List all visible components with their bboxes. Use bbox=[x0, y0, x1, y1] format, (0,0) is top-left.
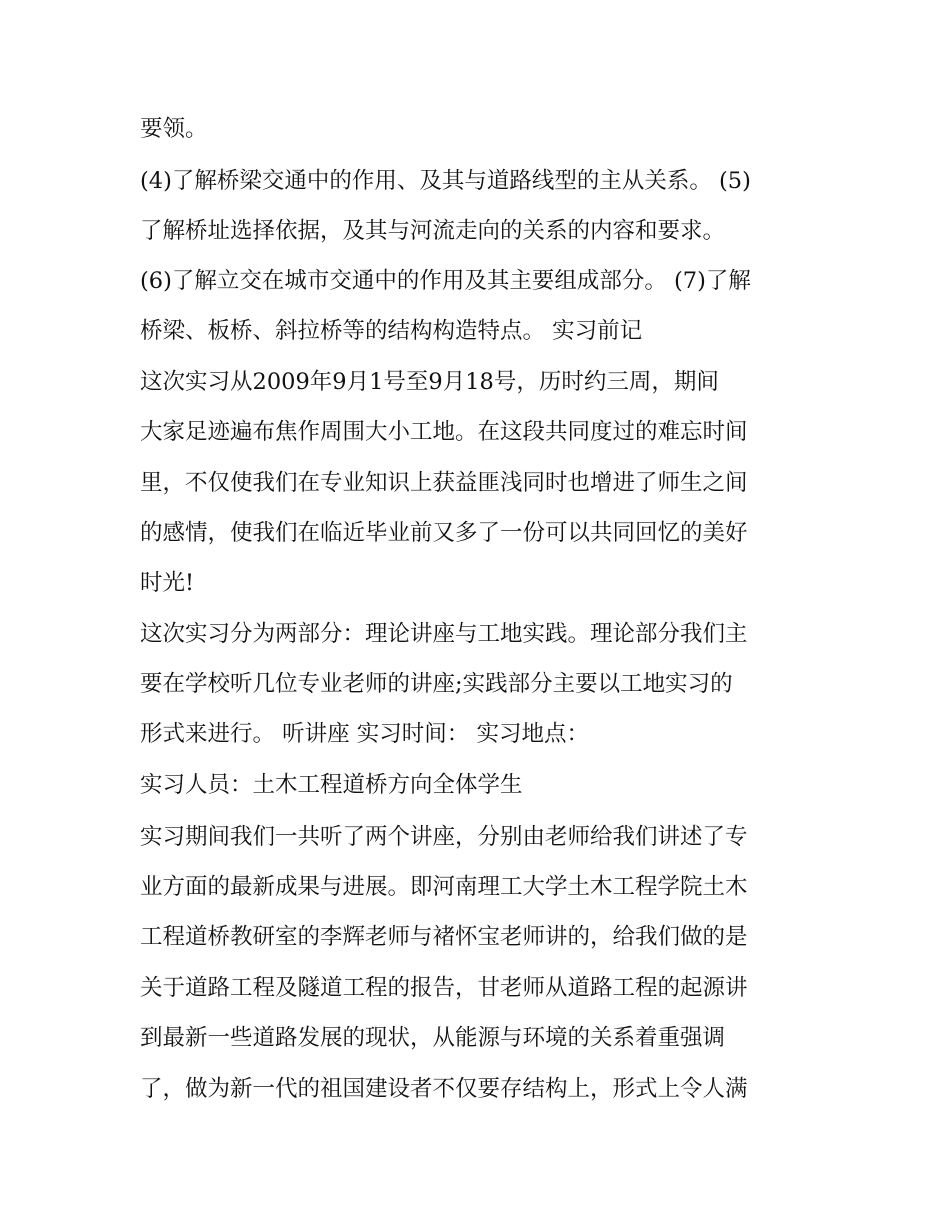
text-line: 时光! bbox=[140, 570, 195, 596]
text-line: 这次实习分为两部分：理论讲座与工地实践。理论部分我们主 bbox=[140, 621, 748, 647]
text-line: (6)了解立交在城市交通中的作用及其主要组成部分。 (7)了解 bbox=[140, 268, 751, 294]
text-line: 的感情，使我们在临近毕业前又多了一份可以共同回忆的美好 bbox=[140, 520, 748, 546]
text-line: (4)了解桥梁交通中的作用、及其与道路线型的主从关系。 (5) bbox=[140, 168, 751, 194]
text-line: 里，不仅使我们在专业知识上获益匪浅同时也增进了师生之间 bbox=[140, 470, 748, 496]
text-line: 业方面的最新成果与进展。即河南理工大学土木工程学院土木 bbox=[140, 874, 748, 900]
text-line: 关于道路工程及隧道工程的报告，甘老师从道路工程的起源讲 bbox=[140, 975, 748, 1001]
text-line: 要在学校听几位专业老师的讲座;实践部分主要以工地实习的 bbox=[140, 671, 733, 697]
text-line: 实习期间我们一共听了两个讲座，分别由老师给我们讲述了专 bbox=[140, 824, 748, 850]
text-line: 到最新一些道路发展的现状，从能源与环境的关系着重强调 bbox=[140, 1025, 726, 1051]
text-line: 了，做为新一代的祖国建设者不仅要存结构上，形式上令人满 bbox=[140, 1076, 748, 1102]
text-line: 实习人员：土木工程道桥方向全体学生 bbox=[140, 772, 523, 798]
text-line: 了解桥址选择依据，及其与河流走向的关系的内容和要求。 bbox=[140, 218, 726, 244]
text-line: 工程道桥教研室的李辉老师与褚怀宝老师讲的，给我们做的是 bbox=[140, 924, 748, 950]
text-line: 形式来进行。 听讲座 实习时间： 实习地点： bbox=[140, 721, 589, 747]
text-line: 这次实习从2009年9月1号至9月18号，历时约三周，期间 bbox=[140, 369, 719, 395]
text-line: 桥梁、板桥、斜拉桥等的结构构造特点。 实习前记 bbox=[140, 318, 643, 344]
text-line: 要领。 bbox=[140, 116, 208, 142]
text-line: 大家足迹遍布焦作周围大小工地。在这段共同度过的难忘时间 bbox=[140, 419, 748, 445]
